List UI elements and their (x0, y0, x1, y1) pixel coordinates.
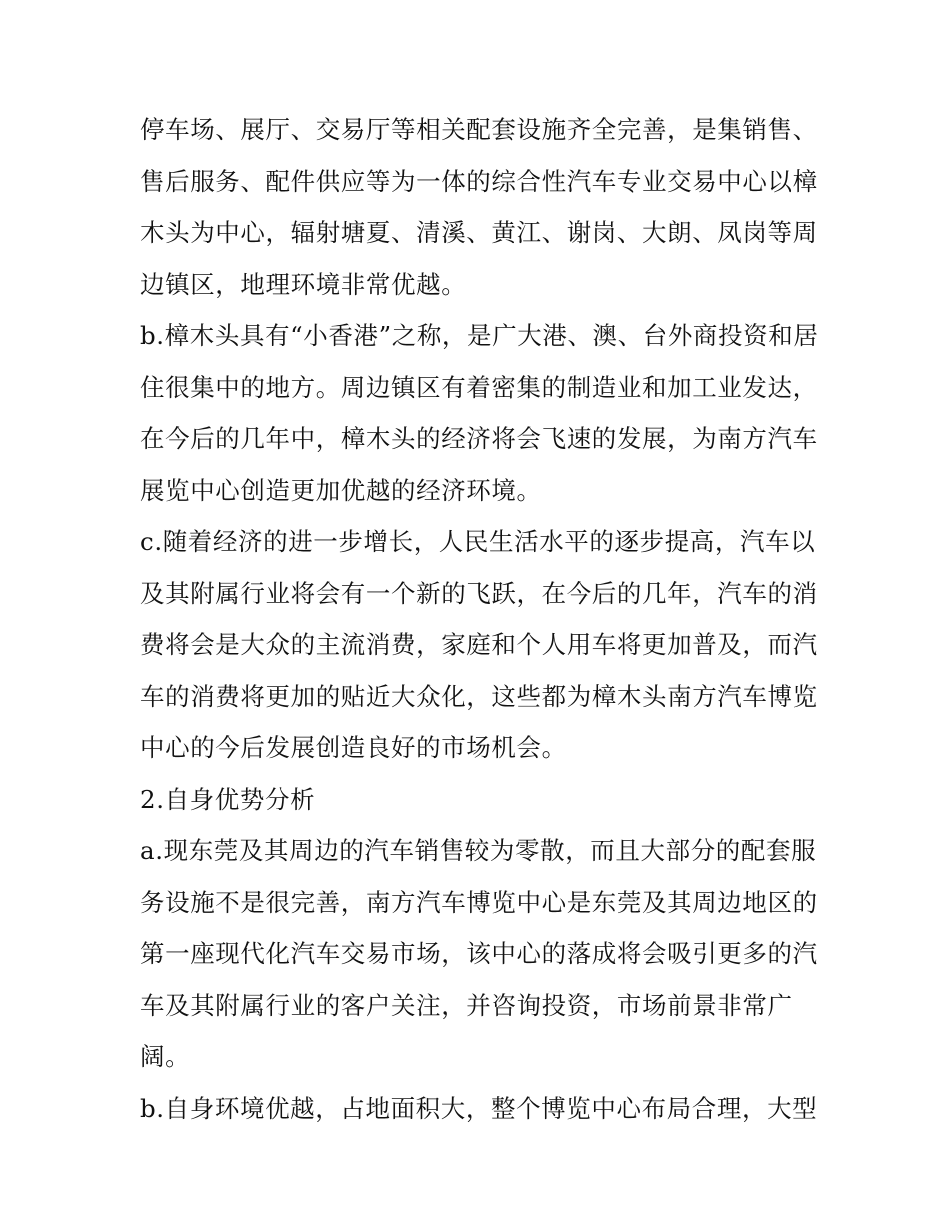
text-line: 展览中心创造更加优越的经济环境。 (140, 475, 542, 505)
text-line: 售后服务、配件供应等为一体的综合性汽车专业交易中心以樟 (140, 166, 818, 196)
text-line: 车及其附属行业的客户关注，并咨询投资，市场前景非常广 (140, 990, 793, 1020)
text-line: 务设施不是很完善，南方汽车博览中心是东莞及其周边地区的 (140, 887, 818, 917)
text-line: 住很集中的地方。周边镇区有着密集的制造业和加工业发达， (140, 372, 818, 402)
document-body (140, 104, 820, 1134)
text-line: 边镇区，地理环境非常优越。 (140, 269, 467, 299)
text-line: b.自身环境优越，占地面积大，整个博览中心布局合理，大型 (140, 1093, 818, 1123)
text-line: a.现东莞及其周边的汽车销售较为零散，而且大部分的配套服 (140, 836, 817, 865)
text-line: 费将会是大众的主流消费，家庭和个人用车将更加普及，而汽 (140, 630, 818, 659)
text-line: b.樟木头具有“小香港”之称，是广大港、澳、台外商投资和居 (140, 321, 819, 350)
text-line: 及其附属行业将会有一个新的飞跃，在今后的几年，汽车的消 (140, 578, 818, 608)
text-line: 停车场、展厅、交易厅等相关配套设施齐全完善，是集销售、 (140, 115, 818, 144)
text-line: 车的消费将更加的贴近大众化，这些都为樟木头南方汽车博览 (140, 681, 818, 711)
section-heading: 2.自身优势分析 (140, 784, 316, 814)
text-line: 在今后的几年中，樟木头的经济将会飞速的发展，为南方汽车 (140, 424, 818, 453)
text-line: 第一座现代化汽车交易市场，该中心的落成将会吸引更多的汽 (140, 939, 818, 968)
text-line: 中心的今后发展创造良好的市场机会。 (140, 733, 567, 762)
text-line: 阔。 (140, 1042, 191, 1071)
text-line: 木头为中心，辐射塘夏、清溪、黄江、谢岗、大朗、凤岗等周 (140, 218, 818, 247)
text-line: c.随着经济的进一步增长，人民生活水平的逐步提高，汽车以 (140, 527, 816, 556)
